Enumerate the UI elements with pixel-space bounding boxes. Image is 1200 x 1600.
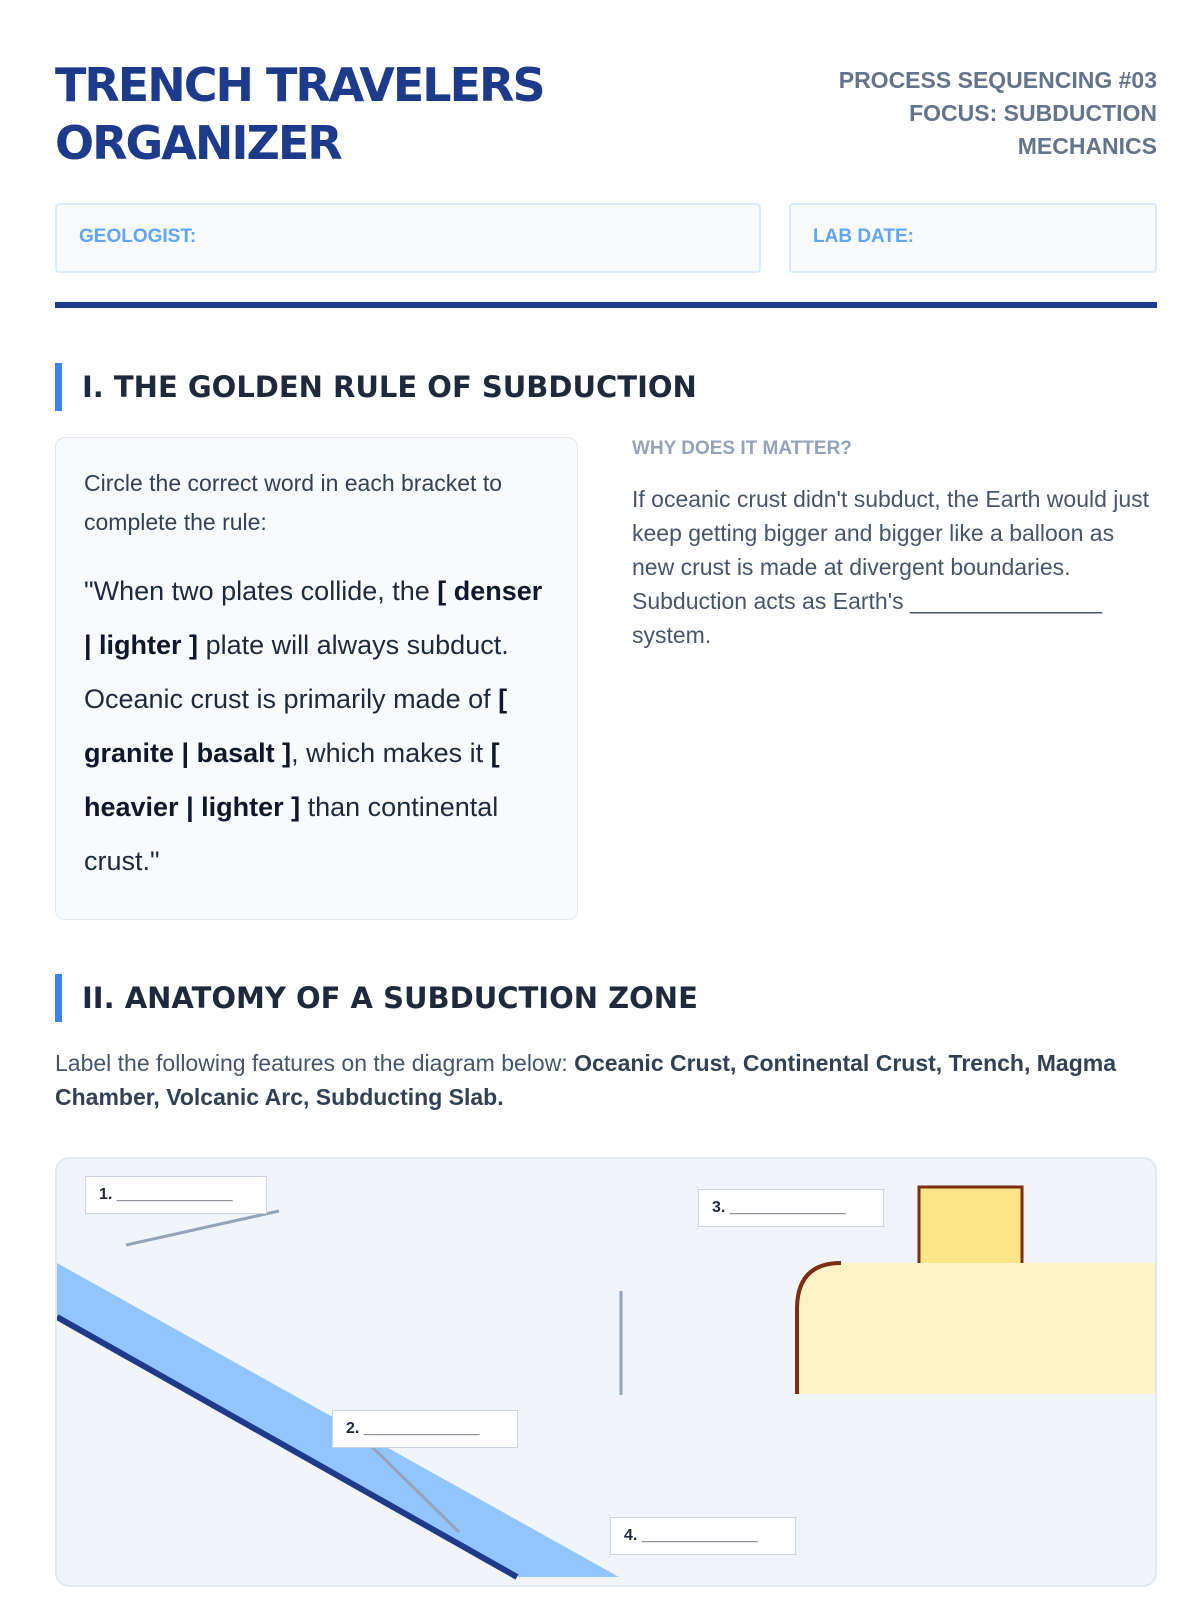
label-blank-2[interactable]: 2. _____________ [332,1410,518,1448]
rule-text-4: than continental crust." [84,792,499,876]
section-2-heading: II. ANATOMY OF A SUBDUCTION ZONE [55,974,698,1022]
rule-text-3: , which makes it [291,738,491,768]
meta-line-3: MECHANICS [1017,133,1157,159]
label-blank-1[interactable]: 1. _____________ [85,1176,267,1214]
why-label: WHY DOES IT MATTER? [632,438,852,459]
rule-choice-weight[interactable]: [ heavier | lighter ] [84,738,500,822]
continental-crust-shape [797,1263,1157,1394]
geologist-field[interactable] [55,203,761,273]
lab-date-label: LAB DATE: [813,226,914,247]
rule-statement [84,564,549,888]
rule-text-1: "When two plates collide, the [84,576,438,606]
rule-text-2: plate will always subduct. Oceanic crust is primarily made of [84,630,509,714]
title-line-2: ORGANIZER [55,116,341,170]
label-1-pointer [126,1211,279,1245]
label-blank-4[interactable]: 4. _____________ [610,1517,796,1555]
header-divider [55,302,1157,308]
meta-line-1: PROCESS SEQUENCING #03 [838,67,1157,93]
title-line-1: TRENCH TRAVELERS [55,58,544,112]
worksheet-title [55,56,655,172]
lab-date-field[interactable] [789,203,1157,273]
rule-instructions: Circle the correct word in each bracket to complete the rule: [84,470,503,535]
diagram-drawing [57,1159,1157,1587]
why-text: If oceanic crust didn't subduct, the Earth would just keep getting bigger and bigger like a balloon as new crust is made at divergent boundaries. Subduction acts as Earth's _______________ system. [632,486,1150,648]
golden-rule-card [55,437,578,920]
label-blank-3[interactable]: 3. _____________ [698,1189,884,1227]
subduction-diagram [55,1157,1157,1587]
label-instructions-lead: Label the following features on the diagram below: [55,1050,575,1076]
meta-line-2: FOCUS: SUBDUCTION [909,100,1157,126]
label-instructions-terms: Oceanic Crust, Continental Crust, Trench, Magma Chamber, Volcanic Arc, Subducting Slab. [55,1050,1116,1110]
rule-choice-rock[interactable]: [ granite | basalt ] [84,684,508,768]
geologist-label: GEOLOGIST: [79,226,197,247]
worksheet-meta [797,64,1157,163]
volcano-shape [919,1187,1022,1269]
label-instructions [55,1046,1157,1114]
rule-choice-density[interactable]: [ denser | lighter ] [84,576,543,660]
section-1-heading: I. THE GOLDEN RULE OF SUBDUCTION [55,363,697,411]
